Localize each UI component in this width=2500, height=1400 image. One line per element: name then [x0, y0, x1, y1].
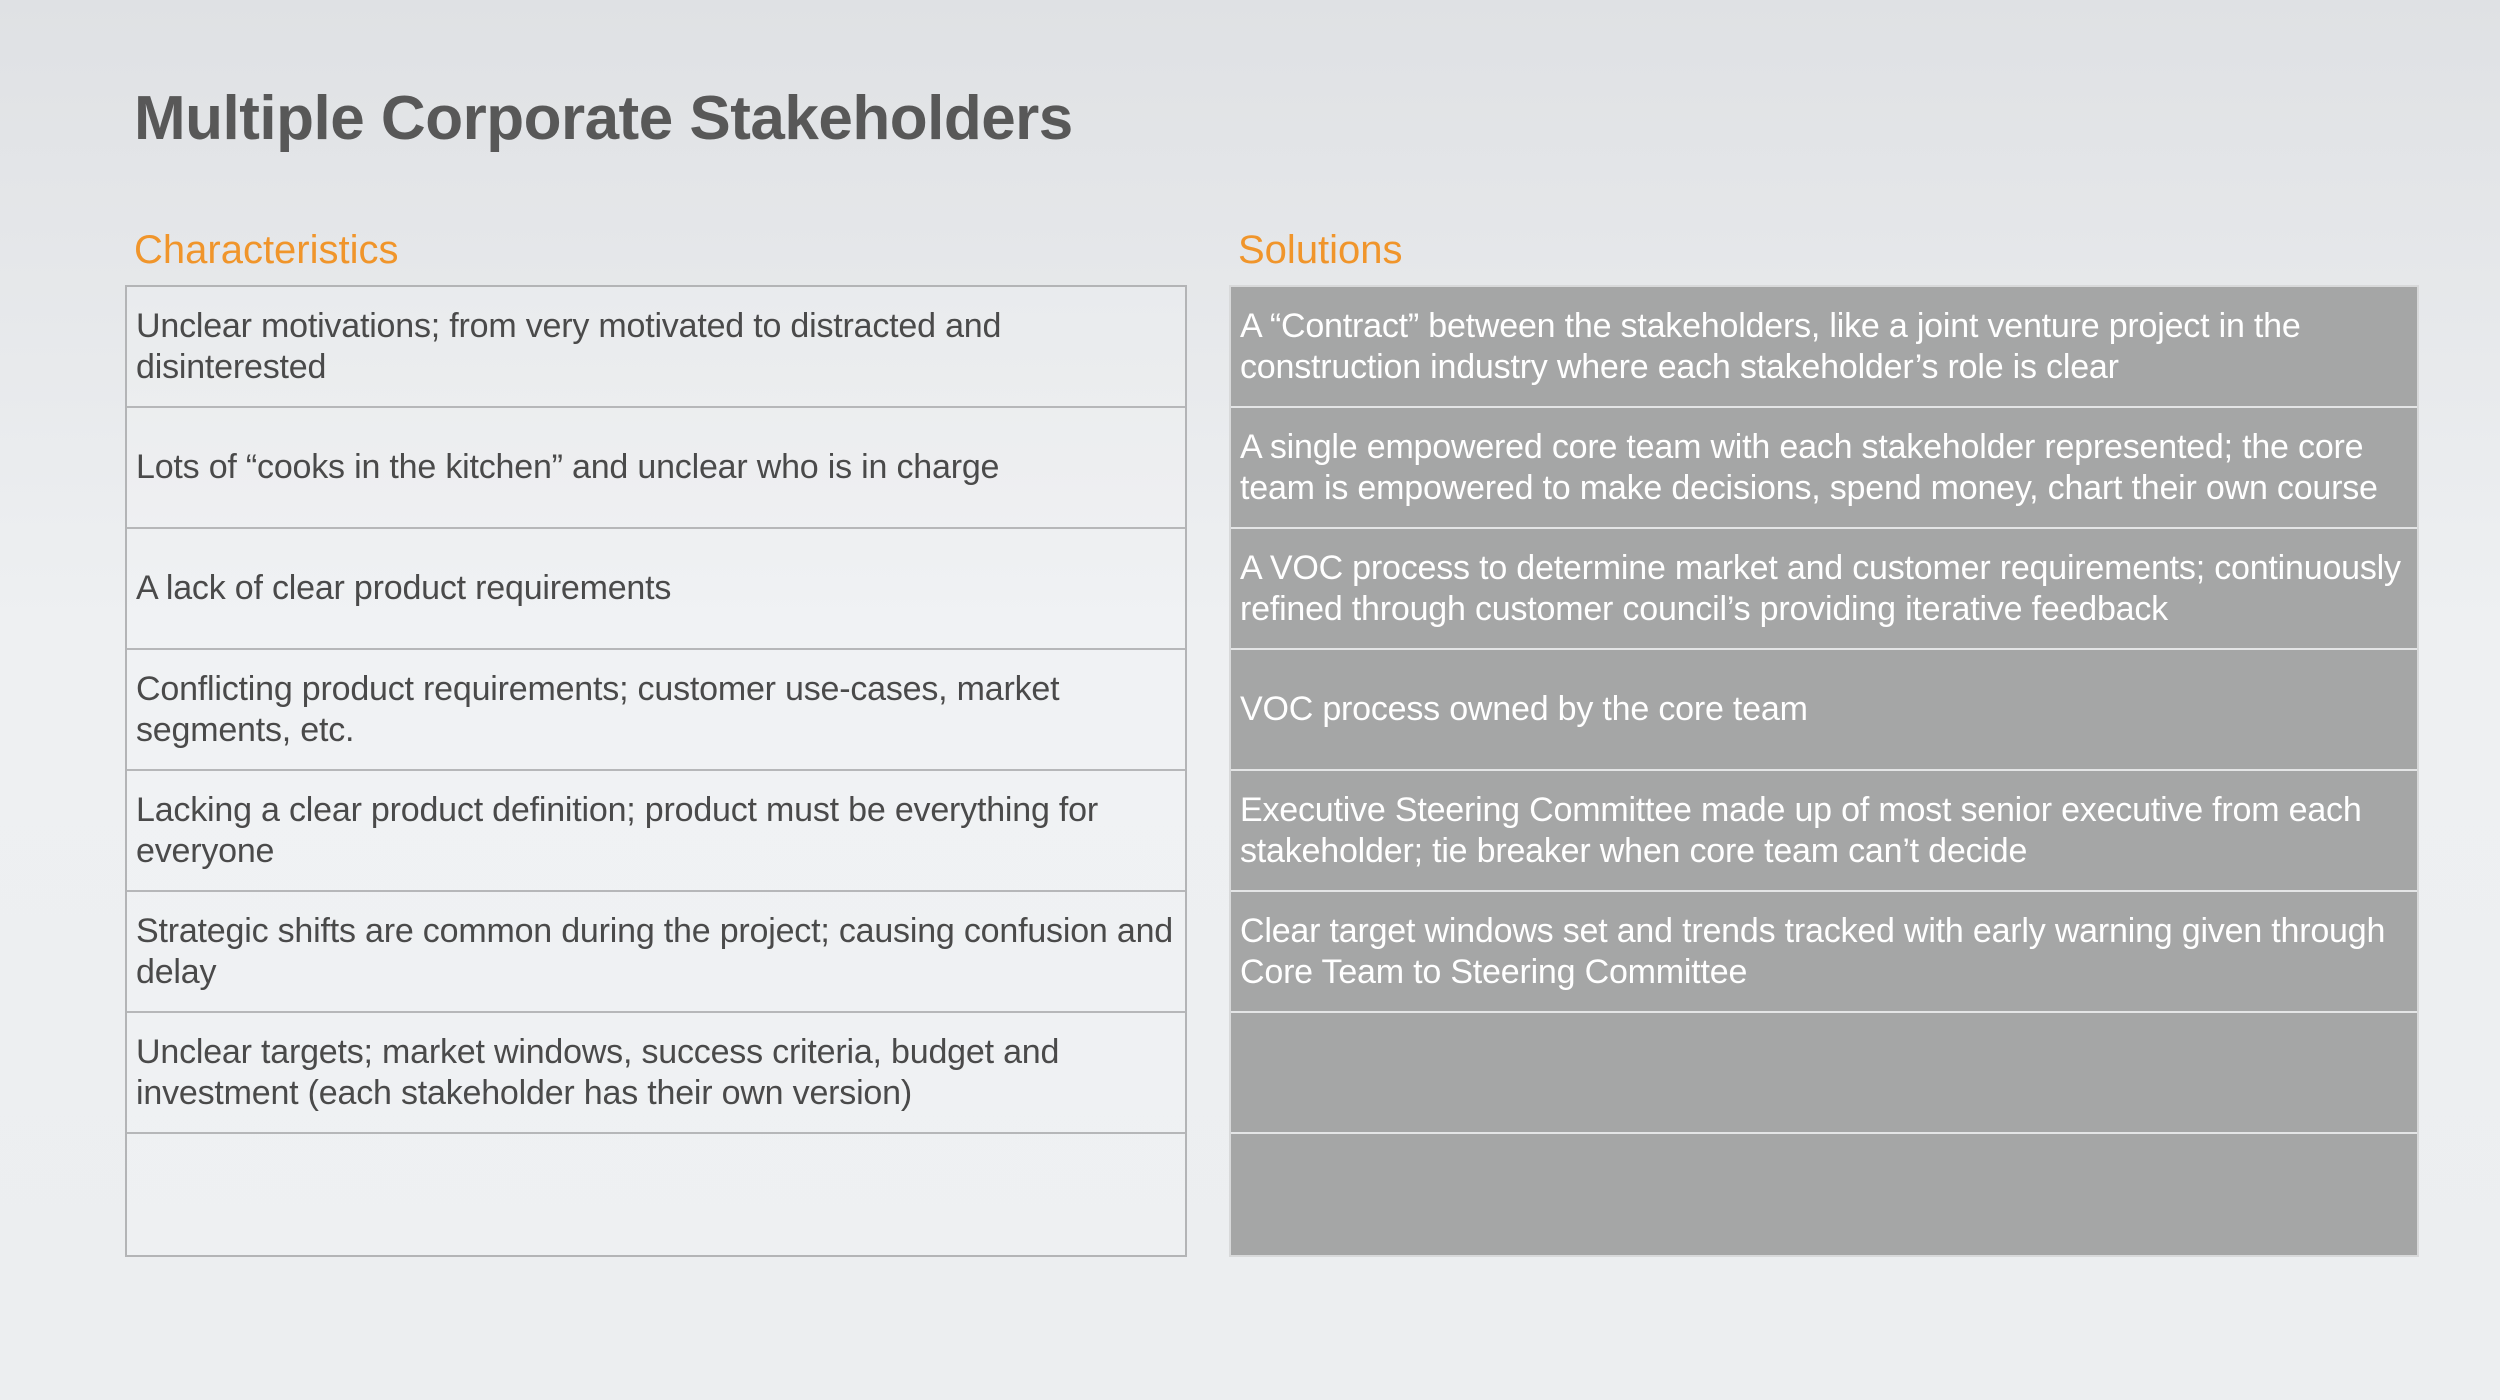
characteristics-cell: Unclear targets; market windows, success criteria, budget and investment (each stakeholder has their own version): [136, 1032, 1060, 1112]
characteristics-row: [127, 650, 1185, 771]
characteristics-cell: Lots of “cooks in the kitchen” and unclear who is in charge: [136, 448, 1000, 486]
solutions-row: [1231, 892, 2417, 1013]
solutions-cell: Clear target windows set and trends tracked with early warning given through Core Team to Steering Committee: [1240, 911, 2386, 991]
solutions-heading: Solutions: [1238, 228, 1403, 272]
characteristics-row: [127, 1013, 1185, 1134]
solutions-table: [1229, 285, 2419, 1257]
solutions-cell: VOC process owned by the core team: [1240, 690, 1808, 728]
characteristics-row: [127, 287, 1185, 408]
slide-title: Multiple Corporate Stakeholders: [134, 84, 1073, 153]
solutions-row: [1231, 287, 2417, 408]
characteristics-cell: A lack of clear product requirements: [136, 569, 672, 607]
solutions-cell: A single empowered core team with each stakeholder represented; the core team is empowered to make decisions, spend money, chart their own course: [1240, 427, 2378, 507]
characteristics-row: [127, 892, 1185, 1013]
characteristics-table: [125, 285, 1187, 1257]
solutions-row: [1231, 529, 2417, 650]
characteristics-row: [127, 1134, 1185, 1255]
characteristics-cell: Lacking a clear product definition; product must be everything for everyone: [136, 790, 1099, 870]
characteristics-row: [127, 771, 1185, 892]
solutions-row: [1231, 1134, 2417, 1255]
solutions-cell: Executive Steering Committee made up of most senior executive from each stakeholder; tie breaker when core team can’t decide: [1240, 790, 2362, 870]
characteristics-row: [127, 408, 1185, 529]
solutions-row: [1231, 771, 2417, 892]
solutions-row: [1231, 1013, 2417, 1134]
characteristics-row: [127, 529, 1185, 650]
solutions-cell: A “Contract” between the stakeholders, like a joint venture project in the construction industry where each stakeholder’s role is clear: [1240, 306, 2301, 386]
characteristics-cell: Unclear motivations; from very motivated to distracted and disinterested: [136, 306, 1002, 386]
solutions-row: [1231, 408, 2417, 529]
solutions-cell: A VOC process to determine market and customer requirements; continuously refined through customer council’s providing iterative feedback: [1240, 548, 2401, 628]
characteristics-heading: Characteristics: [134, 228, 399, 272]
characteristics-cell: Strategic shifts are common during the project; causing confusion and delay: [136, 911, 1173, 991]
solutions-row: [1231, 650, 2417, 771]
characteristics-cell: Conflicting product requirements; customer use-cases, market segments, etc.: [136, 669, 1060, 749]
